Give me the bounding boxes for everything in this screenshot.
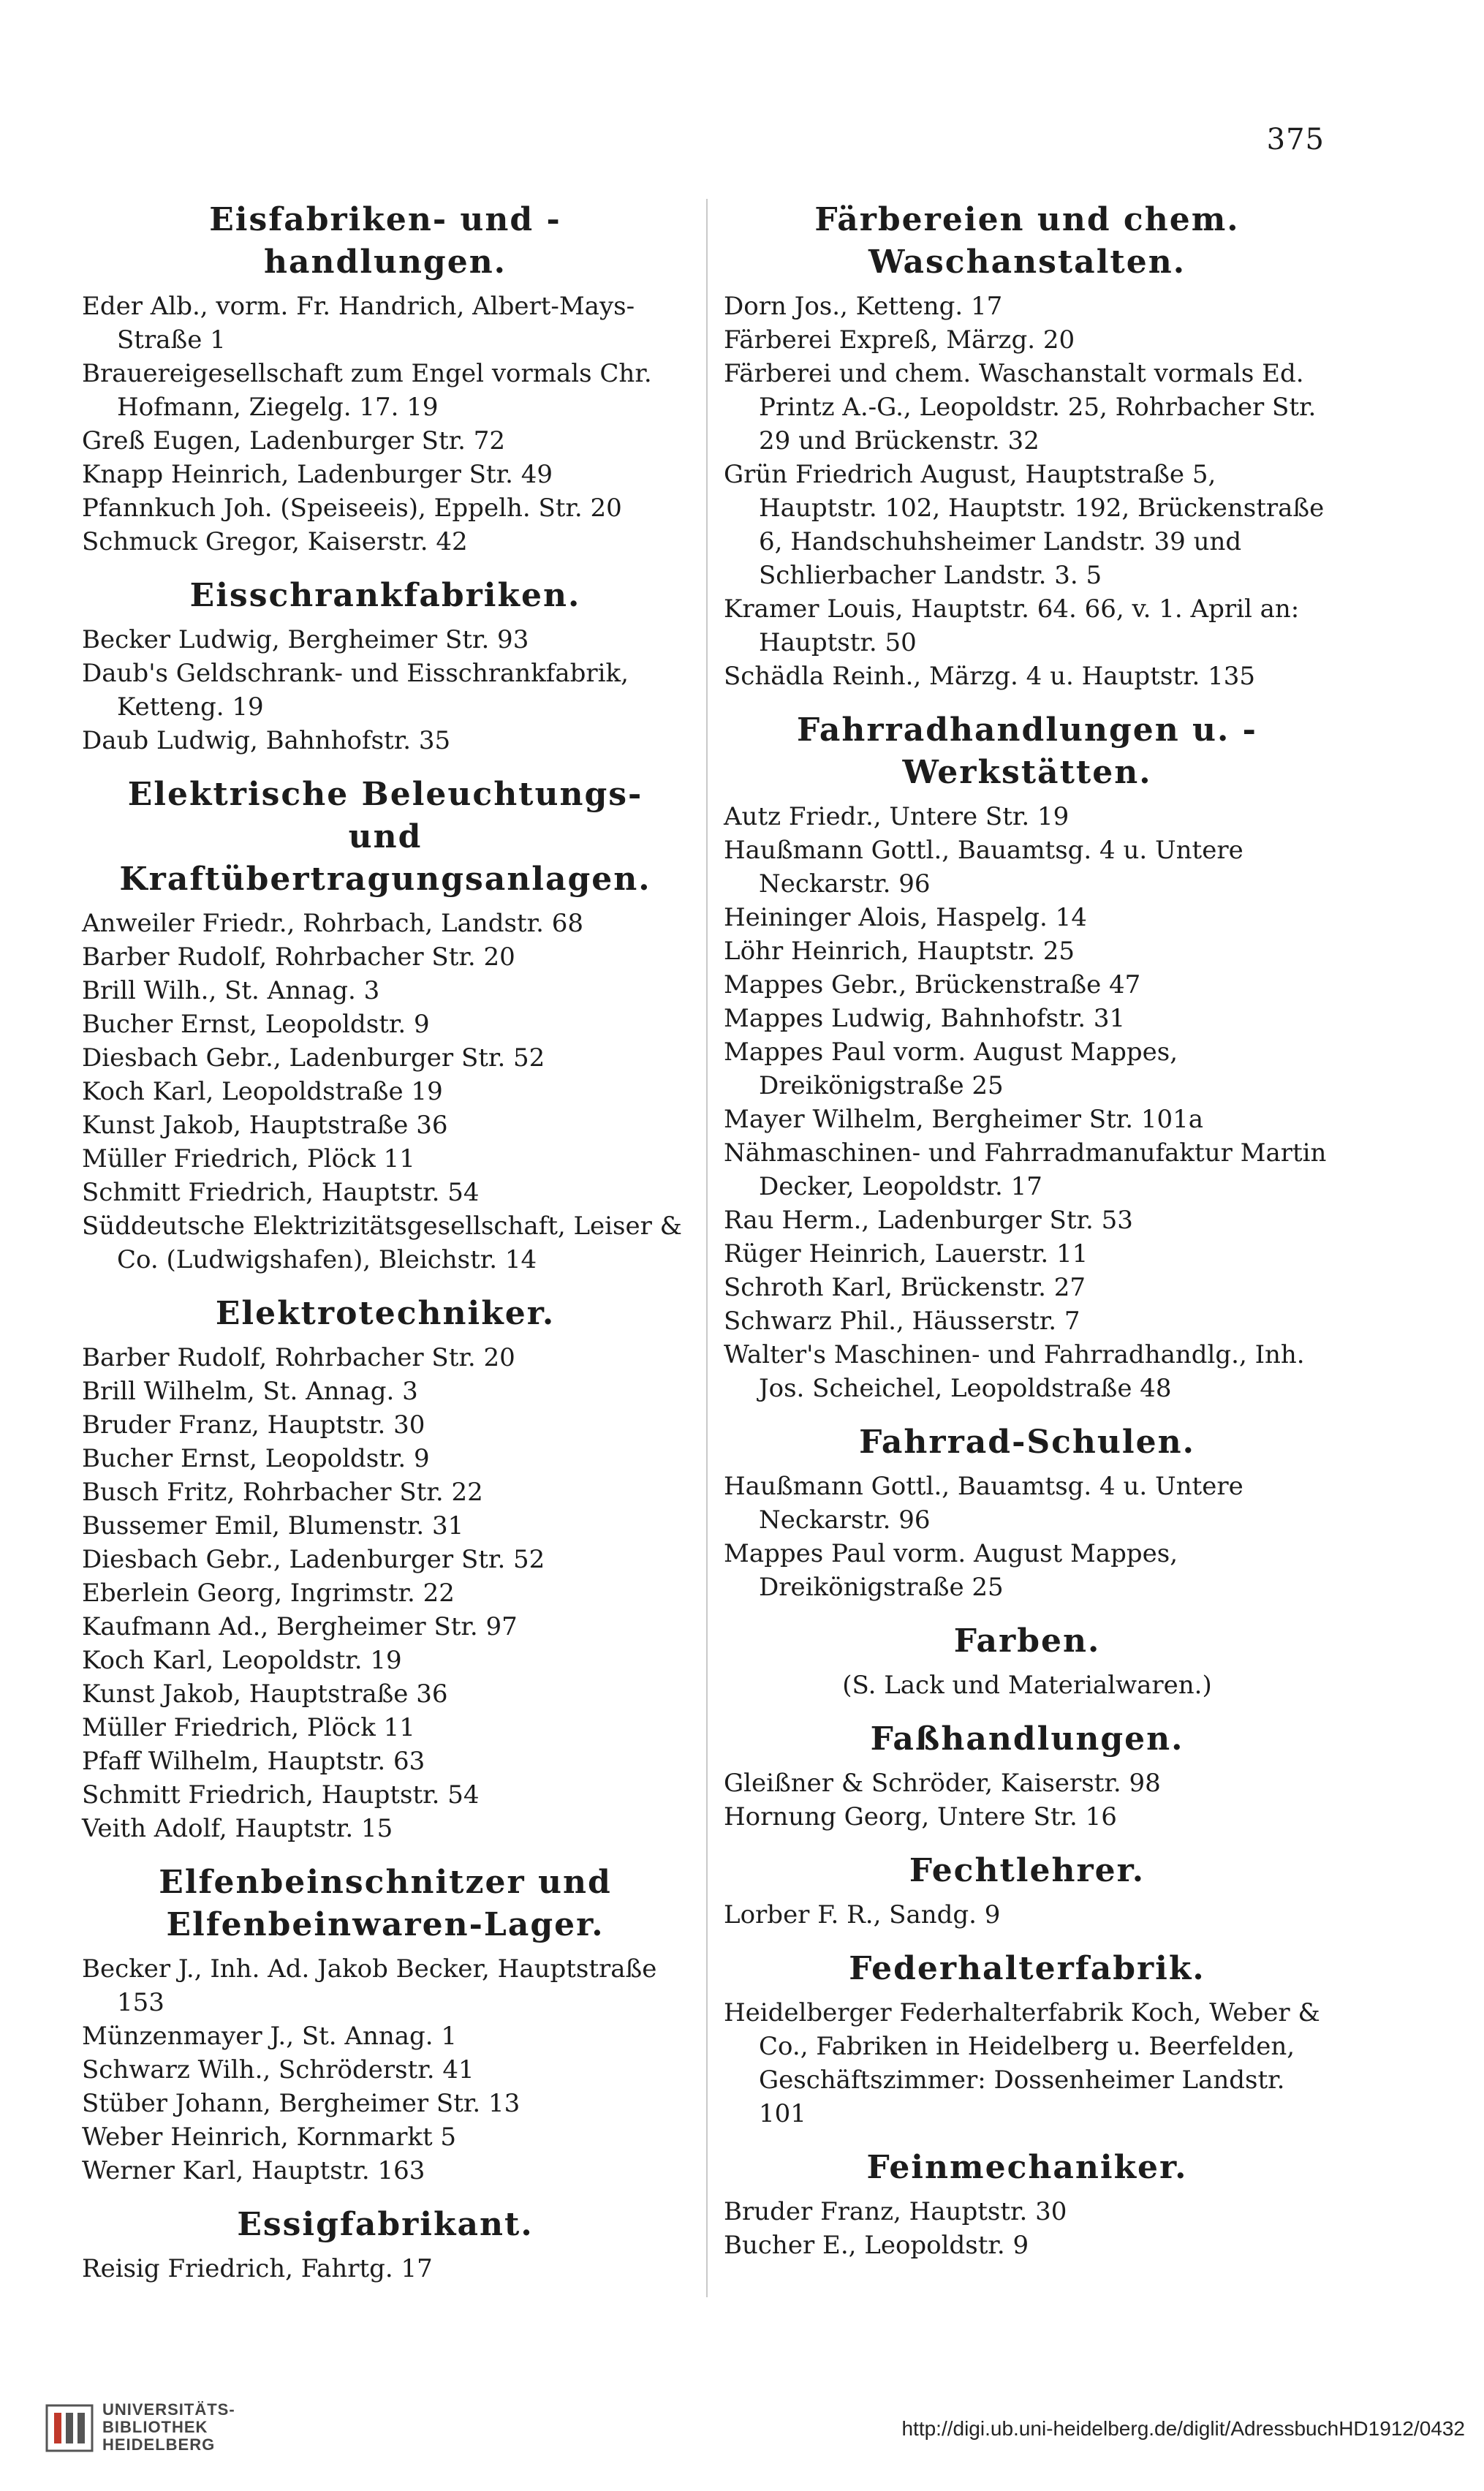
directory-entry: Färberei Expreß, Märzg. 20 <box>724 325 1075 355</box>
directory-section <box>724 2147 1330 2262</box>
directory-entry: Rau Herm., Ladenburger Str. 53 <box>724 1206 1133 1235</box>
directory-entry: Bucher E., Leopoldstr. 9 <box>724 2231 1029 2260</box>
directory-entry: Lorber F. R., Sandg. 9 <box>724 1900 1001 1929</box>
directory-entry: Anweiler Friedr., Rohrbach, Landstr. 68 <box>82 909 583 938</box>
directory-entry: Rüger Heinrich, Lauerstr. 11 <box>724 1239 1089 1269</box>
directory-entry: Brill Wilhelm, St. Annag. 3 <box>82 1377 418 1406</box>
directory-section <box>724 199 1330 693</box>
directory-entry: Brill Wilh., St. Annag. 3 <box>82 976 380 1005</box>
directory-entry: Hornung Georg, Untere Str. 16 <box>724 1802 1117 1832</box>
directory-entry: Bussemer Emil, Blumenstr. 31 <box>82 1511 464 1541</box>
page-number: 375 <box>1266 123 1325 156</box>
directory-entry: Bruder Franz, Hauptstr. 30 <box>82 1410 425 1440</box>
directory-entry: Barber Rudolf, Rohrbacher Str. 20 <box>82 942 515 972</box>
directory-entry: Mappes Ludwig, Bahnhofstr. 31 <box>724 1004 1126 1033</box>
directory-entry: Heininger Alois, Haspelg. 14 <box>724 903 1087 932</box>
directory-entry: Kramer Louis, Hauptstr. 64. 66, v. 1. April an: Hauptstr. 50 <box>724 594 1300 657</box>
directory-entry: Busch Fritz, Rohrbacher Str. 22 <box>82 1478 483 1507</box>
section-heading: Fahrrad-Schulen. <box>859 1424 1195 1461</box>
directory-entry: Becker Ludwig, Bergheimer Str. 93 <box>82 625 529 654</box>
directory-entry: Veith Adolf, Hauptstr. 15 <box>82 1814 393 1843</box>
section-heading: Fechtlehrer. <box>909 1852 1146 1889</box>
directory-section <box>724 1948 1330 2131</box>
directory-entry: Haußmann Gottl., Bauamtsg. 4 u. Untere Neckarstr. 96 <box>724 836 1243 899</box>
directory-entry: Münzenmayer J., St. Annag. 1 <box>82 2022 458 2051</box>
directory-entry: Müller Friedrich, Plöck 11 <box>82 1144 415 1173</box>
directory-entry: Autz Friedr., Untere Str. 19 <box>724 802 1070 831</box>
directory-section <box>82 1861 689 2188</box>
directory-entry: Gleißner & Schröder, Kaiserstr. 98 <box>724 1769 1161 1798</box>
directory-entry: Schmitt Friedrich, Hauptstr. 54 <box>82 1178 480 1207</box>
directory-entry: Diesbach Gebr., Ladenburger Str. 52 <box>82 1545 545 1574</box>
directory-entry: Schmitt Friedrich, Hauptstr. 54 <box>82 1780 480 1810</box>
directory-entry: Bruder Franz, Hauptstr. 30 <box>724 2197 1067 2226</box>
directory-entry: Süddeutsche Elektrizitätsgesellschaft, Leiser & Co. (Ludwigshafen), Bleichstr. 14 <box>82 1212 682 1274</box>
directory-entry: Mayer Wilhelm, Bergheimer Str. 101a <box>724 1105 1204 1134</box>
source-url[interactable]: http://digi.ub.uni-heidelberg.de/diglit/AdressbuchHD1912/0432 <box>901 2417 1465 2440</box>
directory-entry: Weber Heinrich, Kornmarkt 5 <box>82 2123 457 2152</box>
directory-entry: Diesbach Gebr., Ladenburger Str. 52 <box>82 1043 545 1073</box>
directory-entry: Daub's Geldschrank- und Eisschrankfabrik, Ketteng. 19 <box>82 659 629 722</box>
library-logo-icon <box>44 2403 95 2454</box>
directory-entry: Knapp Heinrich, Ladenburger Str. 49 <box>82 460 553 489</box>
directory-entry: Barber Rudolf, Rohrbacher Str. 20 <box>82 1343 515 1372</box>
directory-entry: Grün Friedrich August, Hauptstraße 5, Hauptstr. 102, Hauptstr. 192, Brückenstraße 6, Handschuhsheimer Landstr. 39 und Schlierbacher Landstr. 3. 5 <box>724 460 1325 590</box>
directory-entry: Kunst Jakob, Hauptstraße 36 <box>82 1111 448 1140</box>
directory-entry: Mappes Gebr., Brückenstraße 47 <box>724 970 1141 999</box>
directory-section <box>82 2204 689 2286</box>
right-column <box>724 196 1330 2278</box>
directory-entry: Koch Karl, Leopoldstr. 19 <box>82 1646 402 1675</box>
section-heading: Elfenbeinschnitzer und Elfenbeinwaren-Lager. <box>159 1864 612 1943</box>
section-heading: Feinmechaniker. <box>866 2149 1188 2186</box>
directory-entry: Schmuck Gregor, Kaiserstr. 42 <box>82 527 468 556</box>
directory-entry: Daub Ludwig, Bahnhofstr. 35 <box>82 726 451 755</box>
directory-entry: Greß Eugen, Ladenburger Str. 72 <box>82 426 506 456</box>
section-heading: Farben. <box>953 1622 1101 1660</box>
directory-entry: Bucher Ernst, Leopoldstr. 9 <box>82 1010 430 1039</box>
directory-section <box>82 575 689 757</box>
left-column <box>82 196 689 2302</box>
directory-section <box>724 1718 1330 1834</box>
section-note: (S. Lack und Materialwaren.) <box>842 1671 1212 1700</box>
directory-section <box>724 1850 1330 1932</box>
section-heading: Eisfabriken- und -handlungen. <box>209 201 561 281</box>
footer <box>0 2389 1484 2491</box>
directory-entry: Becker J., Inh. Ad. Jakob Becker, Hauptstraße 153 <box>82 1954 657 2017</box>
directory-entry: Pfannkuch Joh. (Speiseeis), Eppelh. Str. 20 <box>82 494 622 523</box>
directory-entry: Kunst Jakob, Hauptstraße 36 <box>82 1679 448 1709</box>
directory-entry: Eder Alb., vorm. Fr. Handrich, Albert-Mays-Straße 1 <box>82 292 635 355</box>
directory-entry: Schwarz Phil., Häusserstr. 7 <box>724 1307 1080 1336</box>
directory-entry: Werner Karl, Hauptstr. 163 <box>82 2156 425 2185</box>
directory-entry: Pfaff Wilhelm, Hauptstr. 63 <box>82 1747 425 1776</box>
library-name-line-3: HEIDELBERG <box>102 2435 216 2454</box>
directory-entry: Heidelberger Federhalterfabrik Koch, Weber & Co., Fabriken in Heidelberg u. Beerfelden, Geschäftszimmer: Dossenheimer Landstr. 101 <box>724 1998 1320 2128</box>
section-heading: Fahrradhandlungen u. -Werkstätten. <box>797 711 1257 791</box>
directory-entry: Nähmaschinen- und Fahrradmanufaktur Martin Decker, Leopoldstr. 17 <box>724 1138 1327 1201</box>
directory-entry: Färberei und chem. Waschanstalt vormals Ed. Printz A.-G., Leopoldstr. 25, Rohrbacher Str. 29 und Brückenstr. 32 <box>724 359 1317 456</box>
library-name-line-2: BIBLIOTHEK <box>102 2418 208 2436</box>
directory-entry: Schroth Karl, Brückenstr. 27 <box>724 1273 1086 1302</box>
directory-entry: Stüber Johann, Bergheimer Str. 13 <box>82 2089 520 2118</box>
directory-section <box>724 1620 1330 1702</box>
library-name-line-1: UNIVERSITÄTS- <box>102 2400 235 2419</box>
directory-section <box>724 709 1330 1405</box>
section-heading: Essigfabrikant. <box>237 2206 534 2243</box>
directory-section <box>82 774 689 1277</box>
directory-entry: Bucher Ernst, Leopoldstr. 9 <box>82 1444 430 1473</box>
directory-entry: Kaufmann Ad., Bergheimer Str. 97 <box>82 1612 518 1641</box>
section-heading: Faßhandlungen. <box>870 1720 1184 1758</box>
directory-entry: Haußmann Gottl., Bauamtsg. 4 u. Untere Neckarstr. 96 <box>724 1472 1243 1535</box>
directory-entry: Mappes Paul vorm. August Mappes, Dreikönigstraße 25 <box>724 1539 1178 1602</box>
directory-entry: Mappes Paul vorm. August Mappes, Dreikönigstraße 25 <box>724 1037 1178 1100</box>
column-divider <box>706 199 708 2297</box>
directory-section <box>82 1293 689 1845</box>
directory-entry: Dorn Jos., Ketteng. 17 <box>724 292 1003 321</box>
section-heading: Elektrotechniker. <box>215 1295 556 1332</box>
section-heading: Elektrische Beleuchtungs- und Kraftübertragungsanlagen. <box>119 776 651 898</box>
directory-entry: Schädla Reinh., Märzg. 4 u. Hauptstr. 135 <box>724 662 1255 691</box>
directory-entry: Brauereigesellschaft zum Engel vormals Chr. Hofmann, Ziegelg. 17. 19 <box>82 359 652 422</box>
directory-entry: Walter's Maschinen- und Fahrradhandlg., Inh. Jos. Scheichel, Leopoldstraße 48 <box>724 1340 1305 1403</box>
directory-entry: Reisig Friedrich, Fahrtg. 17 <box>82 2254 433 2283</box>
directory-section <box>724 1421 1330 1604</box>
directory-entry: Schwarz Wilh., Schröderstr. 41 <box>82 2055 474 2084</box>
directory-entry: Eberlein Georg, Ingrimstr. 22 <box>82 1579 455 1608</box>
directory-entry: Löhr Heinrich, Hauptstr. 25 <box>724 937 1075 966</box>
section-heading: Federhalterfabrik. <box>849 1950 1205 1987</box>
section-heading: Eisschrankfabriken. <box>189 577 581 614</box>
directory-entry: Koch Karl, Leopoldstraße 19 <box>82 1077 443 1106</box>
directory-section <box>82 199 689 559</box>
library-name <box>102 2401 235 2454</box>
directory-entry: Müller Friedrich, Plöck 11 <box>82 1713 415 1742</box>
section-heading: Färbereien und chem. Waschanstalten. <box>814 201 1240 281</box>
